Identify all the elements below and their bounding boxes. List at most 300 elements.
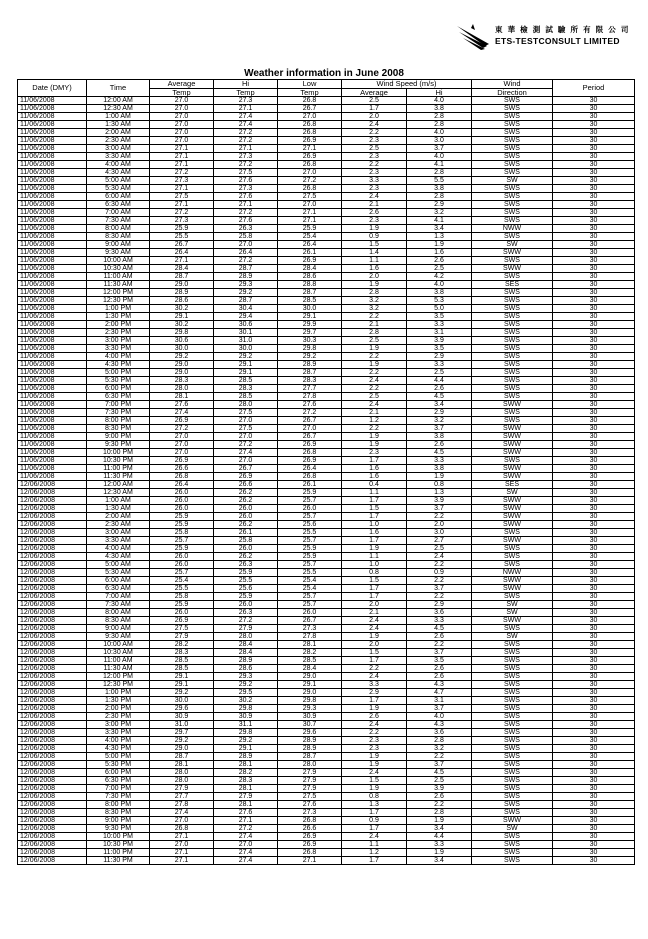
wind-direction-cell: SWW [472,521,553,529]
avg-temp-cell: 28.1 [150,393,214,401]
wind-avg-cell: 2.2 [342,313,407,321]
time-cell: 9:30 AM [87,633,150,641]
wind-avg-cell: 2.2 [342,729,407,737]
time-cell: 7:30 PM [87,793,150,801]
wind-direction-cell: SWS [472,745,553,753]
table-row [18,249,635,257]
wind-avg-cell: 1.6 [342,473,407,481]
table-row [18,505,635,513]
low-temp-cell: 28.7 [278,289,342,297]
hi-temp-cell: 27.6 [214,217,278,225]
period-cell: 30 [553,817,635,825]
wind-hi-cell: 5.3 [407,297,472,305]
date-cell: 12/06/2008 [18,553,87,561]
table-row [18,657,635,665]
hi-temp-cell: 29.8 [214,705,278,713]
hi-temp-cell: 29.8 [214,729,278,737]
wind-direction-cell: SWS [472,841,553,849]
hi-temp-cell: 27.2 [214,441,278,449]
wind-hi-cell: 2.5 [407,265,472,273]
avg-temp-cell: 25.5 [150,233,214,241]
col-header-average-temp: Temp [150,88,214,97]
hi-temp-cell: 29.2 [214,681,278,689]
low-temp-cell: 27.8 [278,393,342,401]
date-cell: 12/06/2008 [18,809,87,817]
period-cell: 30 [553,145,635,153]
wind-avg-cell: 1.9 [342,361,407,369]
time-cell: 11:00 AM [87,273,150,281]
time-cell: 2:00 PM [87,321,150,329]
wind-avg-cell: 1.3 [342,801,407,809]
time-cell: 3:30 AM [87,537,150,545]
hi-temp-cell: 27.2 [214,257,278,265]
company-logo [455,22,630,52]
date-cell: 11/06/2008 [18,265,87,273]
hi-temp-cell: 26.2 [214,497,278,505]
period-cell: 30 [553,441,635,449]
time-cell: 4:00 AM [87,161,150,169]
low-temp-cell: 28.5 [278,657,342,665]
hi-temp-cell: 28.1 [214,785,278,793]
wind-direction-cell: SWS [472,209,553,217]
hi-temp-cell: 26.3 [214,609,278,617]
hi-temp-cell: 29.5 [214,689,278,697]
hi-temp-cell: 26.4 [214,249,278,257]
wind-hi-cell: 2.8 [407,169,472,177]
time-cell: 3:30 PM [87,345,150,353]
hi-temp-cell: 27.3 [214,97,278,105]
avg-temp-cell: 27.6 [150,401,214,409]
wind-avg-cell: 2.4 [342,617,407,625]
period-cell: 30 [553,569,635,577]
low-temp-cell: 29.7 [278,329,342,337]
table-row [18,465,635,473]
avg-temp-cell: 29.6 [150,705,214,713]
hi-temp-cell: 27.6 [214,177,278,185]
wind-hi-cell: 3.4 [407,401,472,409]
avg-temp-cell: 30.6 [150,337,214,345]
table-row [18,633,635,641]
wind-hi-cell: 0.9 [407,569,472,577]
period-cell: 30 [553,777,635,785]
low-temp-cell: 27.9 [278,785,342,793]
period-cell: 30 [553,409,635,417]
low-temp-cell: 29.9 [278,321,342,329]
low-temp-cell: 28.7 [278,753,342,761]
wind-avg-cell: 2.6 [342,713,407,721]
wind-avg-cell: 2.4 [342,625,407,633]
date-cell: 11/06/2008 [18,233,87,241]
time-cell: 4:00 AM [87,545,150,553]
wind-avg-cell: 2.2 [342,385,407,393]
low-temp-cell: 27.1 [278,209,342,217]
wind-hi-cell: 3.3 [407,617,472,625]
date-cell: 11/06/2008 [18,113,87,121]
time-cell: 2:00 PM [87,705,150,713]
time-cell: 10:00 PM [87,833,150,841]
period-cell: 30 [553,457,635,465]
wind-direction-cell: SWS [472,297,553,305]
wind-avg-cell: 2.2 [342,369,407,377]
avg-temp-cell: 27.0 [150,121,214,129]
table-row [18,241,635,249]
avg-temp-cell: 30.9 [150,713,214,721]
avg-temp-cell: 27.9 [150,785,214,793]
wind-avg-cell: 1.2 [342,849,407,857]
hi-temp-cell: 27.2 [214,825,278,833]
wind-avg-cell: 1.7 [342,537,407,545]
time-cell: 6:00 AM [87,577,150,585]
hi-temp-cell: 27.2 [214,209,278,217]
low-temp-cell: 27.9 [278,777,342,785]
wind-avg-cell: 2.2 [342,161,407,169]
time-cell: 11:30 PM [87,473,150,481]
table-row [18,457,635,465]
wind-direction-cell: SWW [472,473,553,481]
time-cell: 7:00 PM [87,401,150,409]
avg-temp-cell: 27.5 [150,193,214,201]
wind-avg-cell: 2.1 [342,321,407,329]
avg-temp-cell: 27.1 [150,153,214,161]
wind-avg-cell: 2.4 [342,769,407,777]
wind-direction-cell: SWS [472,345,553,353]
avg-temp-cell: 27.9 [150,633,214,641]
date-cell: 11/06/2008 [18,345,87,353]
period-cell: 30 [553,801,635,809]
hi-temp-cell: 28.7 [214,265,278,273]
wind-avg-cell: 1.9 [342,433,407,441]
table-row [18,801,635,809]
time-cell: 11:00 PM [87,465,150,473]
wind-avg-cell: 2.3 [342,153,407,161]
time-cell: 8:00 AM [87,609,150,617]
period-cell: 30 [553,225,635,233]
hi-temp-cell: 30.6 [214,321,278,329]
wind-hi-cell: 0.8 [407,481,472,489]
low-temp-cell: 27.5 [278,793,342,801]
wind-avg-cell: 2.3 [342,745,407,753]
wind-hi-cell: 1.9 [407,849,472,857]
wind-hi-cell: 3.2 [407,209,472,217]
hi-temp-cell: 26.7 [214,465,278,473]
avg-temp-cell: 27.1 [150,161,214,169]
avg-temp-cell: 28.1 [150,761,214,769]
wind-hi-cell: 4.5 [407,625,472,633]
wind-direction-cell: SWW [472,585,553,593]
time-cell: 8:00 AM [87,225,150,233]
wind-hi-cell: 4.0 [407,153,472,161]
low-temp-cell: 26.8 [278,817,342,825]
time-cell: 7:30 PM [87,409,150,417]
period-cell: 30 [553,657,635,665]
time-cell: 5:30 PM [87,761,150,769]
wind-avg-cell: 1.7 [342,585,407,593]
wind-avg-cell: 1.0 [342,521,407,529]
wind-direction-cell: SWS [472,793,553,801]
table-row [18,849,635,857]
date-cell: 11/06/2008 [18,121,87,129]
table-row [18,841,635,849]
hi-temp-cell: 26.0 [214,601,278,609]
wind-avg-cell: 3.3 [342,681,407,689]
low-temp-cell: 26.0 [278,505,342,513]
wind-hi-cell: 4.3 [407,681,472,689]
wind-hi-cell: 3.4 [407,825,472,833]
hi-temp-cell: 28.3 [214,385,278,393]
date-cell: 11/06/2008 [18,137,87,145]
wind-direction-cell: SES [472,481,553,489]
period-cell: 30 [553,473,635,481]
wind-direction-cell: SWS [472,393,553,401]
date-cell: 12/06/2008 [18,801,87,809]
table-row [18,777,635,785]
date-cell: 12/06/2008 [18,625,87,633]
table-row [18,857,635,865]
date-cell: 12/06/2008 [18,681,87,689]
period-cell: 30 [553,369,635,377]
hi-temp-cell: 27.0 [214,841,278,849]
wind-hi-cell: 2.8 [407,121,472,129]
wind-direction-cell: SWW [472,433,553,441]
wind-hi-cell: 2.7 [407,537,472,545]
wind-avg-cell: 1.5 [342,241,407,249]
avg-temp-cell: 29.0 [150,281,214,289]
hi-temp-cell: 29.3 [214,281,278,289]
avg-temp-cell: 29.2 [150,689,214,697]
time-cell: 11:00 AM [87,657,150,665]
low-temp-cell: 29.1 [278,313,342,321]
low-temp-cell: 26.7 [278,105,342,113]
avg-temp-cell: 29.1 [150,681,214,689]
date-cell: 11/06/2008 [18,361,87,369]
low-temp-cell: 27.8 [278,633,342,641]
date-cell: 11/06/2008 [18,241,87,249]
table-row [18,665,635,673]
avg-temp-cell: 27.0 [150,137,214,145]
period-cell: 30 [553,217,635,225]
avg-temp-cell: 27.0 [150,441,214,449]
period-cell: 30 [553,737,635,745]
wind-direction-cell: SWS [472,273,553,281]
wind-hi-cell: 2.5 [407,369,472,377]
date-cell: 11/06/2008 [18,385,87,393]
weather-table [17,79,635,865]
period-cell: 30 [553,201,635,209]
date-cell: 11/06/2008 [18,193,87,201]
avg-temp-cell: 27.2 [150,209,214,217]
wind-avg-cell: 2.0 [342,641,407,649]
wind-direction-cell: SW [472,177,553,185]
time-cell: 2:00 AM [87,513,150,521]
wind-direction-cell: SW [472,633,553,641]
period-cell: 30 [553,305,635,313]
wind-direction-cell: SWS [472,329,553,337]
time-cell: 6:30 PM [87,393,150,401]
period-cell: 30 [553,137,635,145]
time-cell: 5:00 PM [87,369,150,377]
date-cell: 12/06/2008 [18,521,87,529]
wind-direction-cell: SWS [472,761,553,769]
period-cell: 30 [553,825,635,833]
date-cell: 11/06/2008 [18,97,87,105]
low-temp-cell: 27.6 [278,801,342,809]
table-row [18,129,635,137]
wind-direction-cell: SWS [472,257,553,265]
wind-avg-cell: 1.5 [342,777,407,785]
low-temp-cell: 26.8 [278,121,342,129]
date-cell: 12/06/2008 [18,569,87,577]
time-cell: 7:00 AM [87,593,150,601]
hi-temp-cell: 27.1 [214,201,278,209]
col-header-time: Time [87,80,150,97]
date-cell: 12/06/2008 [18,601,87,609]
time-cell: 1:00 AM [87,497,150,505]
wind-avg-cell: 0.8 [342,569,407,577]
wind-hi-cell: 3.3 [407,361,472,369]
wind-direction-cell: SWS [472,545,553,553]
wind-direction-cell: SWS [472,857,553,865]
wind-direction-cell: SWS [472,105,553,113]
date-cell: 11/06/2008 [18,353,87,361]
table-row [18,529,635,537]
wind-hi-cell: 3.7 [407,649,472,657]
hi-temp-cell: 27.2 [214,161,278,169]
low-temp-cell: 25.7 [278,513,342,521]
wind-avg-cell: 2.8 [342,329,407,337]
wind-direction-cell: SWW [472,465,553,473]
time-cell: 6:00 PM [87,769,150,777]
wind-direction-cell: SWS [472,97,553,105]
avg-temp-cell: 25.8 [150,593,214,601]
wind-hi-cell: 1.9 [407,241,472,249]
avg-temp-cell: 25.9 [150,521,214,529]
wind-avg-cell: 1.5 [342,505,407,513]
wind-avg-cell: 2.0 [342,601,407,609]
wind-direction-cell: SWS [472,313,553,321]
time-cell: 6:00 AM [87,193,150,201]
low-temp-cell: 28.6 [278,273,342,281]
avg-temp-cell: 28.2 [150,641,214,649]
avg-temp-cell: 29.1 [150,313,214,321]
table-row [18,721,635,729]
table-row [18,313,635,321]
table-row [18,137,635,145]
table-row [18,145,635,153]
time-cell: 12:30 PM [87,297,150,305]
col-header-low-temp: Temp [278,88,342,97]
table-row [18,545,635,553]
period-cell: 30 [553,745,635,753]
hi-temp-cell: 30.2 [214,697,278,705]
date-cell: 11/06/2008 [18,217,87,225]
time-cell: 8:30 AM [87,233,150,241]
low-temp-cell: 26.1 [278,481,342,489]
wind-hi-cell: 3.9 [407,785,472,793]
date-cell: 12/06/2008 [18,833,87,841]
low-temp-cell: 28.0 [278,761,342,769]
date-cell: 11/06/2008 [18,161,87,169]
wind-hi-cell: 3.7 [407,425,472,433]
wind-avg-cell: 0.9 [342,817,407,825]
wind-avg-cell: 1.1 [342,257,407,265]
avg-temp-cell: 25.8 [150,529,214,537]
time-cell: 7:30 AM [87,217,150,225]
hi-temp-cell: 29.2 [214,353,278,361]
wind-direction-cell: SWS [472,665,553,673]
hi-temp-cell: 27.6 [214,809,278,817]
time-cell: 3:00 AM [87,529,150,537]
avg-temp-cell: 27.0 [150,449,214,457]
date-cell: 11/06/2008 [18,449,87,457]
wind-hi-cell: 4.4 [407,833,472,841]
avg-temp-cell: 29.2 [150,737,214,745]
low-temp-cell: 26.8 [278,449,342,457]
date-cell: 12/06/2008 [18,537,87,545]
table-row [18,625,635,633]
date-cell: 12/06/2008 [18,793,87,801]
time-cell: 12:00 PM [87,289,150,297]
low-temp-cell: 27.9 [278,769,342,777]
table-row [18,105,635,113]
time-cell: 8:00 PM [87,417,150,425]
wind-hi-cell: 3.2 [407,417,472,425]
hi-temp-cell: 29.2 [214,737,278,745]
wind-hi-cell: 5.5 [407,177,472,185]
avg-temp-cell: 27.0 [150,105,214,113]
col-header-wind-average: Average [342,88,407,97]
time-cell: 4:30 PM [87,361,150,369]
table-row [18,785,635,793]
hi-temp-cell: 29.4 [214,313,278,321]
wind-avg-cell: 2.1 [342,409,407,417]
wind-hi-cell: 1.3 [407,489,472,497]
time-cell: 10:30 PM [87,457,150,465]
avg-temp-cell: 26.0 [150,553,214,561]
low-temp-cell: 26.8 [278,129,342,137]
wind-hi-cell: 3.7 [407,505,472,513]
period-cell: 30 [553,185,635,193]
period-cell: 30 [553,113,635,121]
period-cell: 30 [553,313,635,321]
date-cell: 12/06/2008 [18,785,87,793]
avg-temp-cell: 29.8 [150,329,214,337]
period-cell: 30 [553,553,635,561]
wind-avg-cell: 2.2 [342,353,407,361]
wind-avg-cell: 2.2 [342,129,407,137]
wind-avg-cell: 1.9 [342,345,407,353]
time-cell: 5:00 AM [87,177,150,185]
low-temp-cell: 29.0 [278,689,342,697]
period-cell: 30 [553,729,635,737]
wind-hi-cell: 3.7 [407,761,472,769]
low-temp-cell: 26.4 [278,465,342,473]
avg-temp-cell: 26.4 [150,481,214,489]
low-temp-cell: 26.9 [278,841,342,849]
hi-temp-cell: 28.5 [214,393,278,401]
table-row [18,473,635,481]
low-temp-cell: 25.4 [278,577,342,585]
date-cell: 11/06/2008 [18,329,87,337]
hi-temp-cell: 25.9 [214,569,278,577]
low-temp-cell: 30.3 [278,337,342,345]
hi-temp-cell: 26.2 [214,489,278,497]
wind-avg-cell: 1.9 [342,753,407,761]
hi-temp-cell: 27.4 [214,113,278,121]
avg-temp-cell: 27.0 [150,129,214,137]
wind-avg-cell: 2.3 [342,169,407,177]
wind-hi-cell: 2.2 [407,513,472,521]
wind-direction-cell: SWS [472,153,553,161]
